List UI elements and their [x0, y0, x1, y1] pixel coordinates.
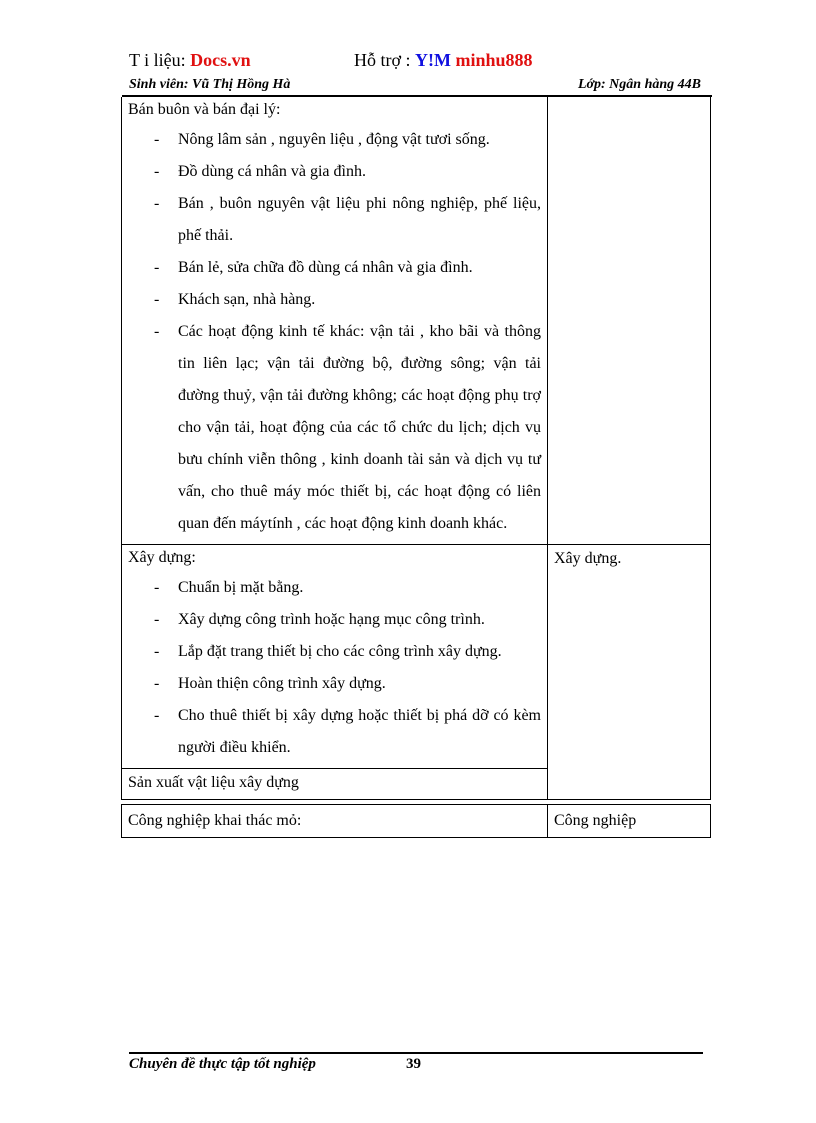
list-item: - Các hoạt động kinh tế khác: vận tải , kho bãi và thông tin liên lạc; vận tải đường bộ, đường sông; vận tải đường thuỷ, vận tải đường không; các hoạt động phụ trợ cho vận tải, hoạt động của các tổ chức du lịch; dịch vụ bưu chính viễn thông , kinh doanh tài sản và dịch vụ tư vấn, cho thuê máy móc thiết bị, các hoạt động có liên quan đến máytính , các hoạt động kinh doanh khác. — [128, 316, 541, 540]
table-cell: Công nghiệp — [554, 812, 637, 829]
list-item: - Khách sạn, nhà hàng. — [128, 284, 541, 316]
support-id: minhu888 — [451, 50, 533, 70]
list-item: - Hoàn thiện công trình xây dựng. — [128, 668, 541, 700]
doc-source — [129, 50, 251, 71]
list-item: - Xây dựng công trình hoặc hạng mục công trình. — [128, 604, 541, 636]
doc-label: T i liệu: — [129, 50, 191, 70]
content-table — [121, 97, 711, 834]
student-name: Sinh viên: Vũ Thị Hồng Hà — [129, 77, 291, 92]
doc-site: Docs.vn — [190, 50, 251, 70]
footer-title: Chuyên đề thực tập tốt nghiệp — [129, 1056, 316, 1072]
item-list — [128, 124, 541, 540]
list-item: - Nông lâm sản , nguyên liệu , động vật tươi sống. — [128, 124, 541, 156]
table-cell: Sản xuất vật liệu xây dựng — [128, 774, 299, 791]
table-cell-group — [122, 545, 548, 799]
support-ym: Y!M — [415, 50, 451, 70]
support-info — [354, 50, 533, 71]
section-title: Bán buôn và bán đại lý: — [128, 101, 281, 118]
list-item: - Bán lẻ, sửa chữa đồ dùng cá nhân và gia đình. — [128, 252, 541, 284]
list-item: - Bán , buôn nguyên vật liệu phi nông nghiệp, phế liệu, phế thải. — [128, 188, 541, 252]
list-item: - Cho thuê thiết bị xây dựng hoặc thiết bị phá dỡ có kèm người điều khiển. — [128, 700, 541, 764]
page-number: 39 — [406, 1056, 421, 1072]
item-list — [128, 572, 541, 764]
list-item: - Lắp đặt trang thiết bị cho các công trình xây dựng. — [128, 636, 541, 668]
page-header — [129, 50, 709, 76]
footer-rule — [129, 1052, 703, 1054]
support-label: Hỗ trợ : — [354, 50, 416, 70]
table-cell — [548, 97, 710, 544]
table-row — [121, 545, 711, 800]
table-row — [121, 804, 711, 838]
table-cell: Xây dựng. — [554, 550, 622, 567]
list-item: - Chuẩn bị mặt bằng. — [128, 572, 541, 604]
section-title: Xây dựng: — [128, 549, 196, 566]
table-cell — [122, 545, 547, 769]
table-cell — [122, 97, 548, 544]
sub-header — [129, 77, 701, 93]
table-cell: Công nghiệp khai thác mỏ: — [122, 805, 548, 837]
list-item: - Đồ dùng cá nhân và gia đình. — [128, 156, 541, 188]
table-row — [121, 97, 711, 545]
class-name: Lớp: Ngân hàng 44B — [577, 77, 701, 92]
